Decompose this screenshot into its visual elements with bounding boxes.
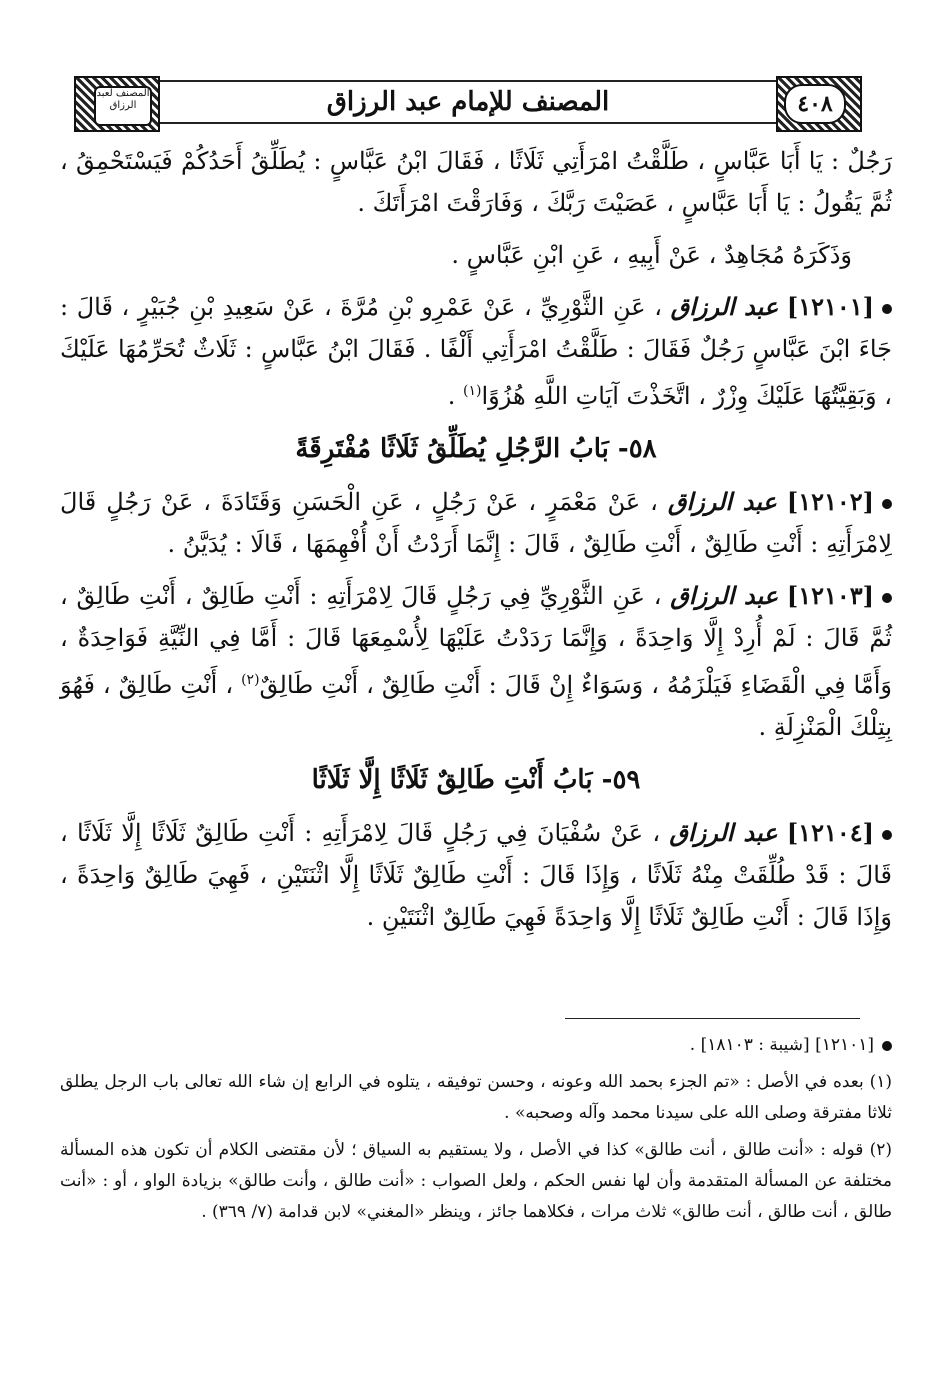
bullet-icon [882, 499, 892, 509]
footnote-divider [565, 1018, 860, 1019]
page-number: ٤٠٨ [784, 84, 846, 124]
hadith-entry [60, 286, 892, 417]
entry-author: عبد الرزاق [670, 581, 779, 610]
footnote-ref-text: [١٢١٠١] [شيبة : ١٨١٠٣] . [689, 1035, 874, 1055]
entry-number: [١٢١٠١] [786, 292, 874, 321]
hadith-entry [60, 575, 892, 748]
header-seal: المصنف لعبد الرزاق [94, 86, 152, 126]
page-header [78, 80, 858, 124]
bullet-icon [882, 593, 892, 603]
bullet-icon [882, 304, 892, 314]
entry-tail: ، أَنْتِ طَالِقٌ ، فَهُوَ بِتِلْكَ الْمَنْزِلَةِ . [60, 671, 892, 741]
entry-number: [١٢١٠٢] [786, 487, 874, 516]
hadith-entry [60, 812, 892, 938]
entry-text: ، عَنِ الثَّوْرِيِّ ، عَنْ عَمْرِو بْنِ مُرَّةَ ، عَنْ سَعِيدِ بْنِ جُبَيْرٍ ، قَالَ : جَاءَ ابْنَ عَبَّاسٍ رَجُلٌ فَقَالَ : طَلَّقْتُ امْرَأَتِي أَلْفًا . فَقَالَ ابْنُ عَبَّاسٍ : ثَلَاثٌ تُحَرِّمُهَا عَلَيْكَ ، وَبَقِيَّتُهَا عَلَيْكَ وِزْرٌ ، اتَّخَذْتَ آيَاتِ اللَّهِ هُزُوًا [60, 293, 892, 410]
footnote-1: (١) بعده في الأصل : «تم الجزء بحمد الله وعونه ، وحسن توفيقه ، يتلوه في الرابع إن شاء الله تعالى باب الرجل يطلق ثلاثا مفترقة وصلى الله على سيدنا محمد وآله وصحبه» . [60, 1072, 892, 1123]
entry-author: عبد الرزاق [670, 292, 779, 321]
chapter-heading: ٥٨- بَابُ الرَّجُلِ يُطَلِّقُ ثَلَاثًا مُفْتَرِقَةً [295, 434, 657, 464]
entry-number: [١٢١٠٤] [786, 818, 874, 847]
entry-text: ، عَنِ الثَّوْرِيِّ فِي رَجُلٍ قَالَ لِامْرَأَتِهِ : أَنْتِ طَالِقٌ ، أَنْتِ طَالِقٌ ، ثُمَّ قَالَ : لَمْ أُرِدْ إِلَّا وَاحِدَةً ، وَإِنَّمَا رَدَدْتُ عَلَيْهَا لِأُسْمِعَهَا قَالَ : أَمَّا فِي النِّيَّةِ فَوَاحِدَةٌ ، وَأَمَّا فِي الْقَضَاءِ فَيَلْزَمُهُ ، وَسَوَاءٌ إِنْ قَالَ : أَنْتِ طَالِقٌ ، أَنْتِ طَالِقٌ [60, 582, 892, 699]
footnote-reference [60, 1030, 892, 1061]
running-title: المصنف للإمام عبد الرزاق [326, 87, 610, 117]
entry-number: [١٢١٠٣] [786, 581, 875, 610]
paragraph: رَجُلٌ : يَا أَبَا عَبَّاسٍ ، طَلَّقْتُ امْرَأَتِي ثَلَاثًا ، فَقَالَ ابْنُ عَبَّاسٍ : يُطَلِّقُ أَحَدُكُمْ فَيَسْتَحْمِقُ ، ثُمَّ يَقُولُ : يَا أَبَا عَبَّاسٍ ، عَصَيْتَ رَبَّكَ ، وَفَارَقْتَ امْرَأَتَكَ . [60, 147, 892, 217]
bullet-icon [882, 1041, 892, 1051]
paragraph: وَذَكَرَهُ مُجَاهِدٌ ، عَنْ أَبِيهِ ، عَنِ ابْنِ عَبَّاسٍ . [451, 241, 852, 269]
entry-text: ، عَنْ مَعْمَرٍ ، عَنْ رَجُلٍ ، عَنِ الْحَسَنِ وَقَتَادَةَ ، عَنْ رَجُلٍ قَالَ لِامْرَأَتِهِ : أَنْتِ طَالِقٌ ، أَنْتِ طَالِقٌ ، قَالَ : إِنَّمَا أَرَدْتُ أَنْ أُفْهِمَهَا ، قَالَا : يُدَيَّنُ . [60, 488, 892, 558]
bullet-icon [882, 830, 892, 840]
footnote-2: (٢) قوله : «أنت طالق ، أنت طالق» كذا في الأصل ، ولا يستقيم به السياق ؛ لأن مقتضى الكلام أن تكون هذه المسألة مختلفة عن المسألة المتقدمة وأن لها نفس الحكم ، ولعل الصواب : «أنت طالق ، وأنت طالق» بزيادة الواو ، أو : «أنت طالق ، أنت طالق ، أنت طالق» ثلاث مرات ، فكلاهما جائز ، وينظر «المغني» لابن قدامة (٧/ ٣٦٩) . [60, 1140, 892, 1222]
entry-text: ، عَنْ سُفْيَانَ فِي رَجُلٍ قَالَ لِامْرَأَتِهِ : أَنْتِ طَالِقٌ ثَلَاثًا إِلَّا ثَلَاثًا ، قَالَ : قَدْ طُلِّقَتْ مِنْهُ ثَلَاثًا ، وَإِذَا قَالَ : أَنْتِ طَالِقٌ ثَلَاثًا إِلَّا اثْنَتَيْنِ ، فَهِيَ طَالِقٌ وَاحِدَةً ، وَإِذَا قَالَ : أَنْتِ طَالِقٌ ثَلَاثًا إِلَّا وَاحِدَةً فَهِيَ طَالِقٌ اثْنَتَيْنِ . [60, 819, 893, 931]
footnote-marker: (١) [463, 383, 482, 399]
entry-author: عبد الرزاق [667, 487, 777, 516]
footnotes [60, 1030, 892, 1234]
entry-tail: . [447, 382, 463, 410]
main-text [60, 140, 892, 948]
entry-author: عبد الرزاق [669, 818, 778, 847]
hadith-entry [60, 481, 892, 565]
footnote-marker: (٢) [241, 672, 260, 688]
chapter-heading: ٥٩- بَابُ أَنْتِ طَالِقٌ ثَلَاثًا إِلَّا ثَلَاثًا [311, 765, 641, 795]
